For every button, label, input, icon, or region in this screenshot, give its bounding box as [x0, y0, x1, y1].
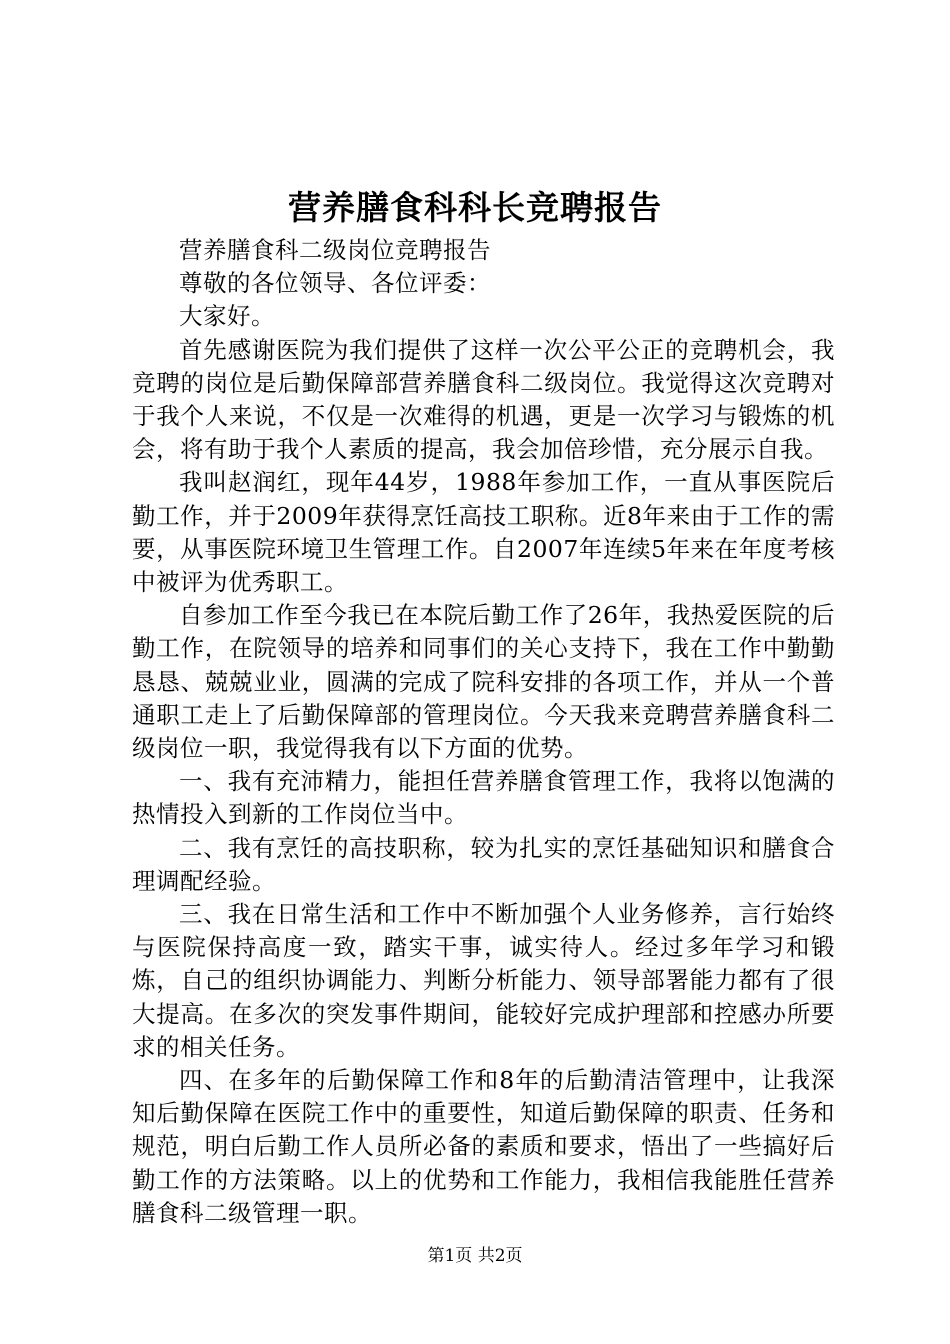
paragraph-advantage-3: 三、我在日常生活和工作中不断加强个人业务修养，言行始终与医院保持高度一致，踏实干事，诚实待人。经过多年学习和锻炼，自己的组织协调能力、判断分析能力、领导部署能力都有了很大提高。在多次的突发事件期间，能较好完成护理部和控感办所要求的相关任务。 [132, 900, 835, 1061]
paragraph-advantage-2: 二、我有烹饪的高技职称，较为扎实的烹饪基础知识和膳食合理调配经验。 [132, 833, 835, 895]
paragraph-work-history: 自参加工作至今我已在本院后勤工作了26年，我热爱医院的后勤工作，在院领导的培养和同事们的关心支持下，我在工作中勤勤恳恳、兢兢业业，圆满的完成了院科安排的各项工作，并从一个普通职工走上了后勤保障部的管理岗位。今天我来竞聘营养膳食科二级岗位一职，我觉得我有以下方面的优势。 [132, 601, 835, 763]
paragraph-advantage-1: 一、我有充沛精力，能担任营养膳食管理工作，我将以饱满的热情投入到新的工作岗位当中。 [132, 767, 835, 829]
paragraph-advantage-4: 四、在多年的后勤保障工作和8年的后勤清洁管理中，让我深知后勤保障在医院工作中的重要性，知道后勤保障的职责、任务和规范，明白后勤工作人员所必备的素质和要求，悟出了一些搞好后勤工作的方法策略。以上的优势和工作能力，我相信我能胜任营养膳食科二级管理一职。 [132, 1066, 835, 1227]
paragraph-opening: 首先感谢医院为我们提供了这样一次公平公正的竞聘机会，我竞聘的岗位是后勤保障部营养膳食科二级岗位。我觉得这次竞聘对于我个人来说，不仅是一次难得的机遇，更是一次学习与锻炼的机会，将有助于我个人素质的提高，我会加倍珍惜，充分展示自我。 [132, 335, 835, 464]
page-number-footer: 第1页 共2页 [427, 1246, 523, 1266]
paragraph-greeting: 大家好。 [179, 302, 275, 331]
paragraph-subtitle: 营养膳食科二级岗位竞聘报告 [179, 236, 491, 264]
paragraph-salutation: 尊敬的各位领导、各位评委： [179, 269, 491, 298]
document-title: 营养膳食科科长竞聘报告 [288, 188, 662, 227]
paragraph-self-introduction: 我叫赵润红，现年44岁，1988年参加工作，一直从事医院后勤工作，并于2009年获得烹饪高技工职称。近8年来由于工作的需要，从事医院环境卫生管理工作。自2007年连续5年来在年度考核中被评为优秀职工。 [132, 468, 835, 597]
document-body [132, 234, 835, 1230]
